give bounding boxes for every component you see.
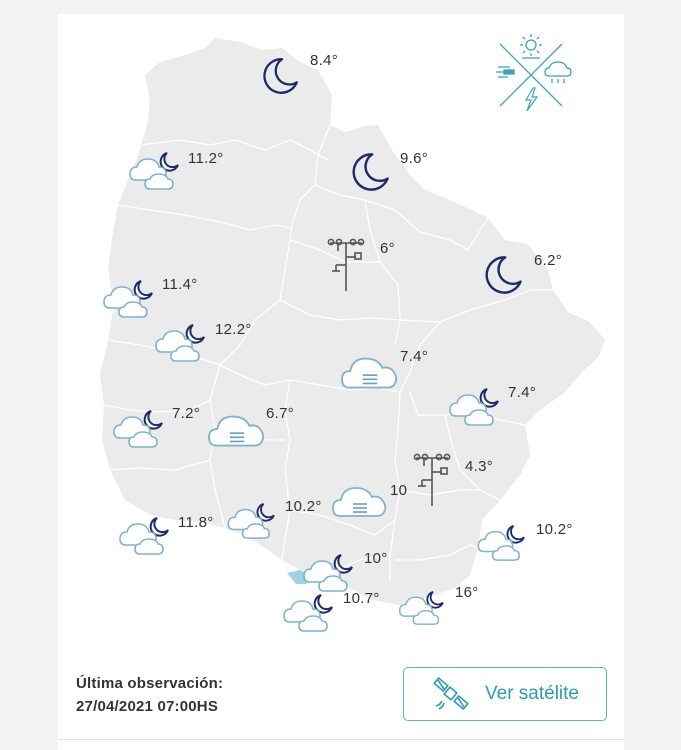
partly-cloudy-night-icon (478, 526, 524, 560)
partly-cloudy-night-icon (120, 518, 168, 554)
observation-info (76, 672, 223, 718)
temp-label: 6° (380, 240, 395, 257)
rain-cloud-icon (545, 62, 571, 83)
temp-label: 7.2° (172, 405, 201, 422)
temp-label: 4.3° (465, 458, 494, 475)
satellite-icon (431, 677, 471, 711)
temp-label: 12.2° (215, 321, 252, 338)
satellite-button[interactable] (403, 667, 607, 721)
temp-label: 10.7° (343, 590, 380, 607)
temp-label: 6.2° (534, 252, 563, 269)
observation-label: Última observación: (76, 675, 224, 692)
temp-label: 11.2° (188, 150, 224, 167)
temp-label: 11.4° (162, 276, 198, 293)
satellite-button-label: Ver satélite (485, 683, 579, 704)
wind-icon (496, 67, 514, 77)
temp-label: 10° (364, 550, 388, 567)
temp-label: 16° (455, 584, 479, 601)
temp-label: 7.4° (508, 384, 537, 401)
temp-label: 11.8° (178, 514, 214, 531)
temp-label: 10.2° (285, 498, 322, 515)
temp-label: 10.2° (536, 521, 573, 538)
observation-datetime: 27/04/2021 07:00HS (76, 698, 219, 715)
temp-label: 9.6° (400, 150, 429, 167)
temp-label: 7.4° (400, 348, 429, 365)
sun-icon (520, 34, 542, 58)
temp-label: 10 (390, 482, 408, 499)
temp-label: 6.7° (266, 405, 295, 422)
legend-compass (496, 34, 571, 111)
country-shape (100, 38, 605, 605)
temp-label: 8.4° (310, 52, 339, 69)
partly-cloudy-night-icon (284, 595, 332, 631)
lightning-icon (526, 88, 537, 111)
